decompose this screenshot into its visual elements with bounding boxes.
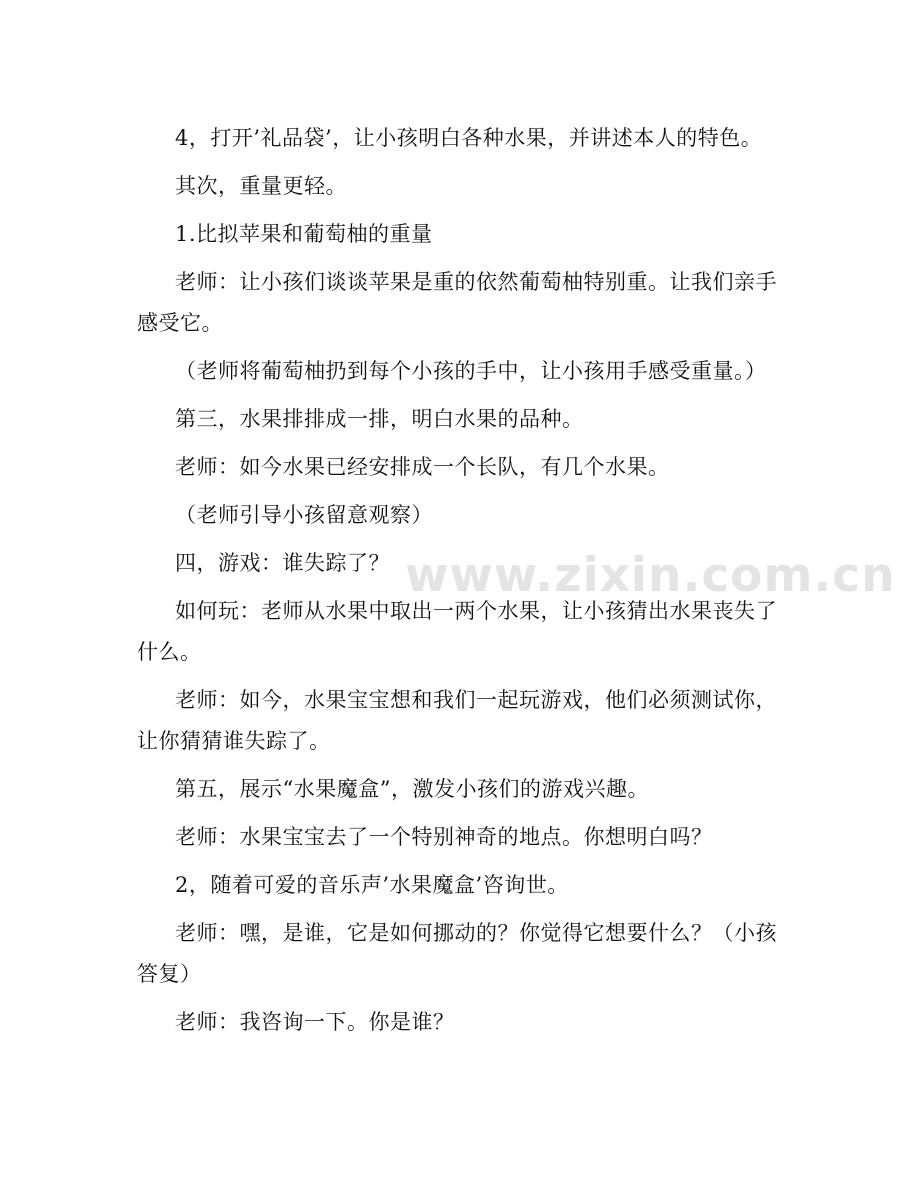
paragraph-9: 四，游戏：谁失踪了？ [175, 551, 390, 575]
paragraph-3: 1.比拟苹果和葡萄柚的重量 [175, 222, 433, 246]
paragraph-2: 其次，重量更轻。 [175, 174, 347, 198]
paragraph-14: 2，随着可爱的音乐声’水果魔盒’咨询世。 [175, 873, 569, 897]
paragraph-15: 老师：嘿，是谁，它是如何挪动的？你觉得它想要什么？（小孩答复） [137, 921, 777, 986]
paragraph-12: 第五，展示“水果魔盒”，激发小孩们的游戏兴趣。 [175, 777, 649, 801]
paragraph-7: 老师：如今水果已经安排成一个长队，有几个水果。 [175, 455, 670, 479]
paragraph-6: 第三，水果排排成一排，明白水果的品种。 [175, 407, 584, 431]
paragraph-8: （老师引导小孩留意观察） [175, 503, 433, 527]
paragraph-16: 老师：我咨询一下。你是谁？ [175, 1010, 455, 1034]
paragraph-10: 如何玩：老师从水果中取出一两个水果，让小孩猜出水果丧失了什么。 [137, 599, 777, 664]
watermark-text: www.zixin.com.cn [405, 548, 896, 603]
paragraph-1: 4，打开’礼品袋’，让小孩明白各种水果，并讲述本人的特色。 [175, 126, 763, 150]
document-body [137, 118, 785, 1050]
paragraph-11: 老师：如今，水果宝宝想和我们一起玩游戏，他们必须测试你，让你猜猜谁失踪了。 [137, 688, 777, 753]
paragraph-4: 老师：让小孩们谈谈苹果是重的依然葡萄柚特别重。让我们亲手感受它。 [137, 270, 777, 335]
paragraph-13: 老师：水果宝宝去了一个特别神奇的地点。你想明白吗？ [175, 825, 713, 849]
paragraph-5: （老师将葡萄柚扔到每个小孩的手中，让小孩用手感受重量。） [175, 359, 767, 383]
